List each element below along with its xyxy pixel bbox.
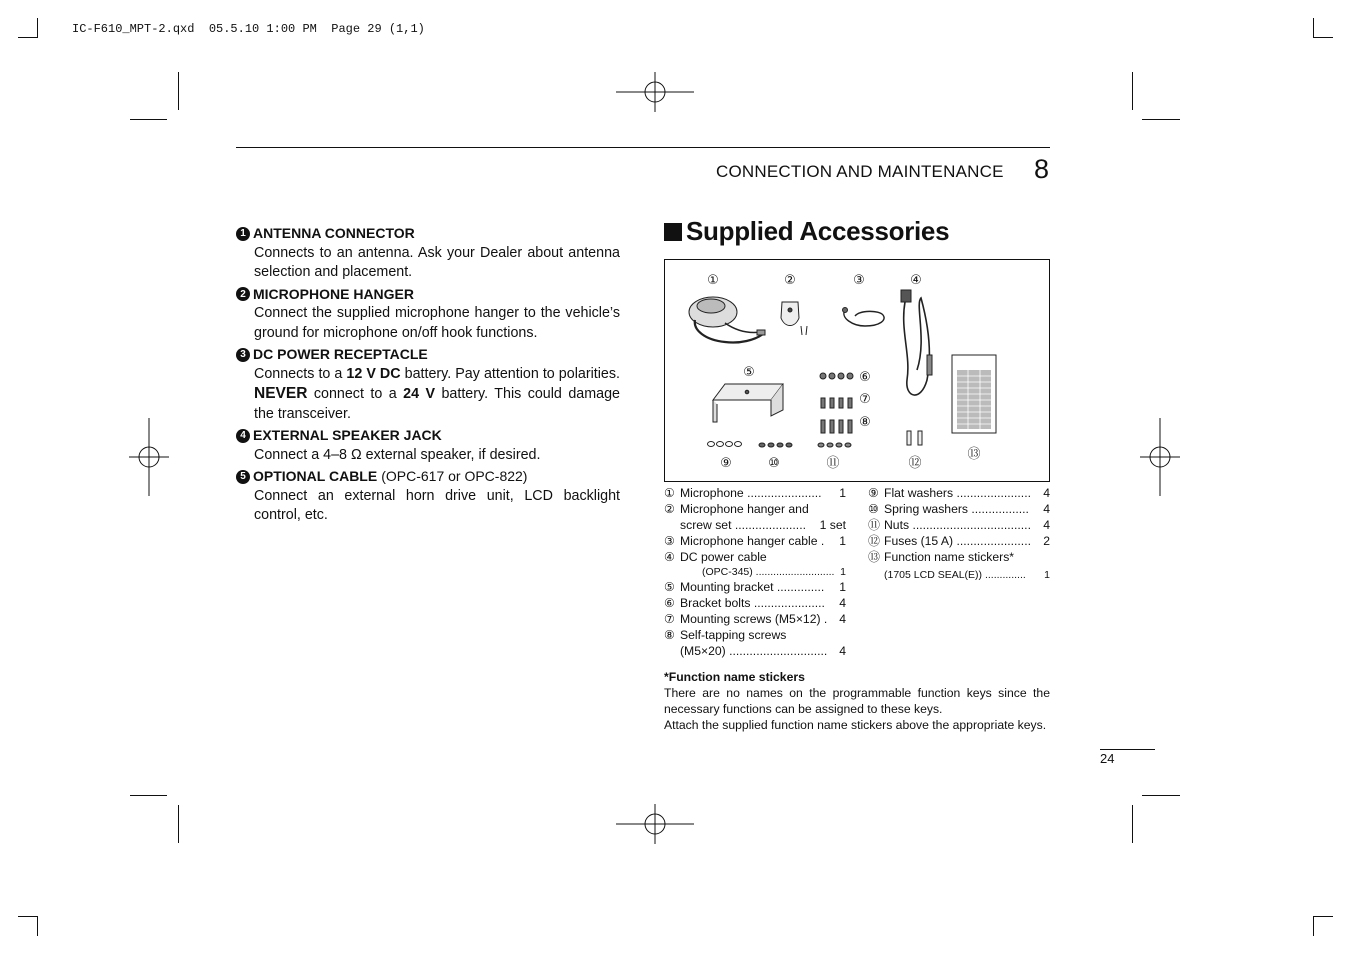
item-title: DC POWER RECEPTACLE	[253, 346, 428, 362]
item-title: ANTENNA CONNECTOR	[253, 225, 415, 241]
list-item-qty: 4	[839, 612, 846, 626]
figure-label-1: ①	[707, 273, 719, 288]
list-item	[868, 549, 1050, 565]
item-body	[236, 365, 620, 425]
header-rule	[236, 147, 1050, 148]
list-item-qty: 2	[1043, 534, 1050, 548]
figure-label-11: ⑪	[826, 456, 840, 471]
list-item-number: ⑥	[664, 596, 675, 610]
item-number-badge: 4	[236, 429, 250, 443]
list-item-qty: 4	[1043, 518, 1050, 532]
figure-label-13: ⑬	[967, 447, 981, 462]
item-dc-power-receptacle	[236, 345, 620, 424]
body-text: Connects to a	[254, 365, 347, 382]
microphone-icon	[689, 297, 765, 343]
mounting-bracket-icon	[713, 384, 783, 422]
figure-label-2: ②	[784, 273, 796, 288]
accessories-illustration	[665, 260, 1051, 483]
figure-label-3: ③	[853, 273, 865, 288]
list-item-number: ⑬	[868, 550, 881, 564]
note-paragraph: There are no names on the programmable function keys since the necessary functions can be assigned to these keys.	[664, 686, 1050, 716]
item-number-badge: 3	[236, 348, 250, 362]
list-item-label: Microphone hanger cable .	[680, 534, 825, 548]
list-item-number: ③	[664, 534, 675, 548]
list-item	[664, 643, 846, 659]
list-item-label: Spring washers .................	[884, 502, 1029, 516]
list-item-label: Microphone ......................	[680, 486, 822, 500]
item-title: OPTIONAL CABLE	[253, 468, 378, 484]
item-title-suffix: (OPC-617 or OPC-822)	[381, 468, 528, 484]
item-optional-cable	[236, 467, 620, 526]
page-number-rule	[1100, 749, 1155, 750]
list-item-number: ④	[664, 550, 675, 564]
list-item	[664, 627, 846, 643]
figure-label-4: ④	[910, 273, 922, 288]
function-sticker-sheet-icon	[952, 355, 996, 433]
accessories-title-text: Supplied Accessories	[686, 216, 950, 246]
figure-label-9: ⑨	[720, 456, 732, 471]
body-text: connect to a	[307, 386, 404, 402]
body-emphasis: 12 V DC	[346, 365, 401, 382]
item-body: Connect the supplied microphone hanger to the vehicle’s ground for microphone on/off hook functions.	[254, 305, 620, 341]
square-bullet-icon	[664, 223, 682, 241]
list-item-label: Microphone hanger and	[680, 502, 809, 516]
function-stickers-note	[664, 669, 1050, 733]
item-number-badge: 1	[236, 227, 250, 241]
list-item	[664, 595, 846, 611]
body-text: battery. This could damage the transceiver.	[254, 386, 620, 422]
fuses-icon	[907, 431, 922, 445]
connector-descriptions	[236, 222, 620, 526]
figure-label-8: ⑧	[859, 415, 871, 430]
list-item-number: ⑨	[868, 486, 879, 500]
list-item	[664, 501, 846, 517]
list-item-label: Function name stickers*	[884, 550, 1015, 564]
chapter-number: 8	[1034, 154, 1050, 184]
list-item-label: Bracket bolts .....................	[680, 596, 825, 610]
list-item-label: screw set .....................	[680, 518, 806, 532]
list-item-label: Mounting screws (M5×12) .	[680, 612, 828, 626]
list-item	[664, 549, 846, 565]
washers-icon	[708, 442, 852, 448]
item-number-badge: 5	[236, 470, 250, 484]
body-warning: NEVER	[254, 385, 308, 402]
list-item-label: Self-tapping screws	[680, 628, 787, 642]
list-item-label: Fuses (15 A) ......................	[884, 534, 1031, 548]
item-antenna-connector	[236, 224, 620, 283]
hanger-cable-icon	[843, 308, 885, 327]
item-title: MICROPHONE HANGER	[253, 285, 415, 302]
file-header: IC-F610_MPT-2.qxd 05.5.10 1:00 PM Page 29 (1,1)	[72, 22, 425, 36]
list-item	[868, 501, 1050, 517]
list-item-qty: 1	[839, 534, 846, 548]
body-emphasis: 24 V	[403, 386, 436, 402]
list-item-label: Flat washers ......................	[884, 486, 1031, 500]
list-item-qty: 4	[1043, 502, 1050, 516]
figure-label-5: ⑤	[743, 365, 755, 380]
list-item-label: (OPC-345) ...........................	[702, 566, 835, 578]
list-item-qty: 1 set	[819, 518, 846, 532]
list-item	[868, 517, 1050, 533]
screws-icon	[820, 373, 853, 433]
item-external-speaker-jack	[236, 426, 620, 465]
list-item-label: (M5×20) .............................	[680, 644, 828, 658]
list-item-number: ②	[664, 502, 675, 516]
list-item-label: DC power cable	[680, 550, 767, 564]
section-header: CONNECTION AND MAINTENANCE	[716, 162, 1004, 181]
dc-power-cable-icon	[901, 290, 932, 395]
item-body: Connect a 4–8 Ω external speaker, if desired.	[254, 446, 541, 463]
list-item-qty: 4	[839, 596, 846, 610]
figure-label-6: ⑥	[859, 370, 871, 385]
list-item	[868, 485, 1050, 501]
list-item	[664, 579, 846, 595]
list-item-qty: 4	[1043, 486, 1050, 500]
list-item-qty: 1	[839, 486, 846, 500]
accessories-list-left	[664, 485, 846, 659]
note-paragraph: Attach the supplied function name stickers above the appropriate keys.	[664, 718, 1047, 732]
list-item-number: ⑩	[868, 502, 879, 516]
list-item	[664, 485, 846, 501]
list-item	[664, 565, 846, 579]
item-microphone-hanger	[236, 285, 620, 344]
accessories-list-right	[868, 485, 1050, 583]
item-number-badge: 2	[236, 287, 250, 301]
list-item-number: ⑦	[664, 612, 675, 626]
accessories-title	[664, 216, 949, 247]
list-item-label: Nuts ...................................	[884, 518, 1031, 532]
list-item	[664, 611, 846, 627]
note-title: *Function name stickers	[664, 670, 805, 684]
list-item-number: ⑫	[868, 534, 881, 548]
list-item	[868, 567, 1050, 583]
list-item-number: ⑤	[664, 580, 675, 594]
list-item-qty: 4	[839, 644, 846, 658]
item-body: Connects to an antenna. Ask your Dealer about antenna selection and placement.	[254, 244, 620, 280]
page-number: 24	[1100, 751, 1115, 766]
figure-label-10: ⑩	[768, 456, 780, 471]
microphone-hanger-icon	[781, 302, 807, 335]
list-item	[868, 533, 1050, 549]
list-item-label: Mounting bracket ..............	[680, 580, 825, 594]
list-item-number: ⑧	[664, 628, 675, 642]
list-item-number: ①	[664, 486, 675, 500]
body-text: battery. Pay attention to polarities.	[400, 365, 620, 382]
list-item-qty: 1	[1044, 569, 1050, 581]
list-item	[664, 533, 846, 549]
item-body: Connect an external horn drive unit, LCD backlight control, etc.	[254, 487, 620, 523]
item-title: EXTERNAL SPEAKER JACK	[253, 427, 442, 443]
list-item-label: (1705 LCD SEAL(E)) ..............	[884, 569, 1026, 581]
list-item-number: ⑪	[868, 518, 881, 532]
figure-label-7: ⑦	[859, 392, 871, 407]
accessories-figure	[664, 259, 1050, 482]
figure-label-12: ⑫	[908, 456, 922, 471]
list-item-qty: 1	[840, 566, 846, 578]
list-item	[664, 517, 846, 533]
list-item-qty: 1	[839, 580, 846, 594]
